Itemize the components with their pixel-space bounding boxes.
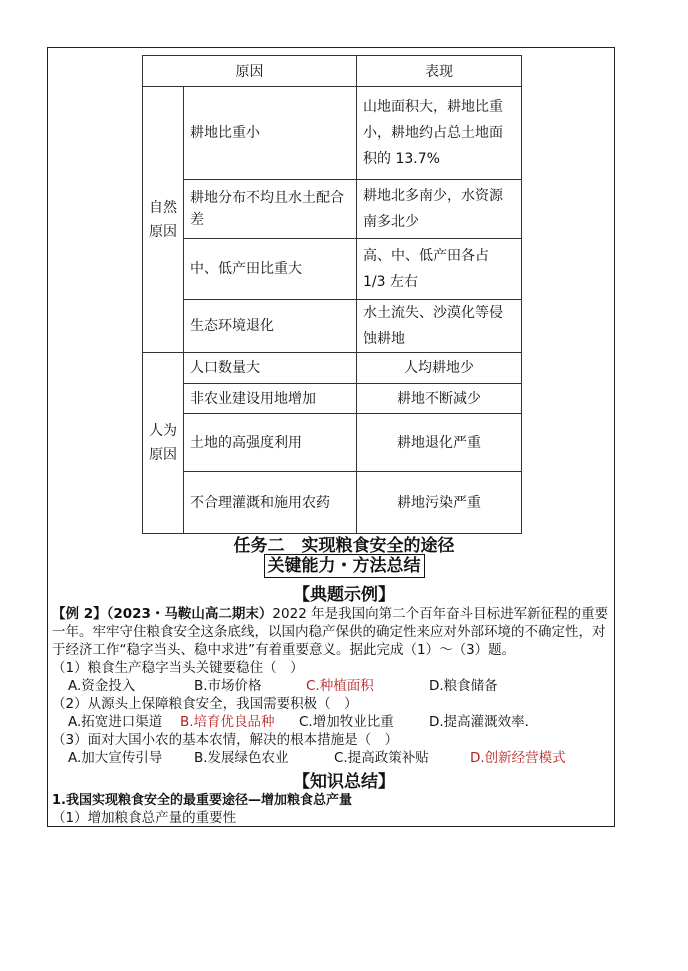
- example-heading: 【典题示例】: [293, 585, 395, 605]
- option: D.粮食储备: [429, 678, 498, 694]
- performance-cell: 水土流失、沙漠化等侵蚀耕地: [357, 300, 522, 353]
- table-row: [143, 384, 522, 414]
- option: A.加大宣传引导: [68, 750, 163, 766]
- natural-label-text: 自然原因: [149, 199, 177, 240]
- example-stem-text: 2022 年是我国向第二个百年奋斗目标进军新征程的重要一年。牢牢守住粮食安全这条底线，以国内稳产保供的确定性来应对外部环境的不确定性，对于经济工作“稳字当头、稳中求进”有着重要意义。据此完成（1）～（3）题。: [52, 606, 609, 658]
- performance-cell: 耕地退化严重: [357, 414, 522, 472]
- example-tag: 【例 2】（2023・马鞍山高二期末）: [52, 606, 273, 622]
- task-title: 任务二 实现粮食安全的途径: [233, 536, 455, 556]
- human-label-text: 人为原因: [149, 423, 177, 463]
- header-performance: 表现: [357, 56, 522, 87]
- causes-table: [142, 55, 522, 534]
- key-ability-label: 关键能力・方法总结: [264, 554, 425, 578]
- cause-cell: 中、低产田比重大: [184, 239, 357, 300]
- table-row: [143, 180, 522, 239]
- option: C.提高政策补贴: [334, 750, 429, 766]
- option: D.提高灌溉效率.: [429, 714, 529, 730]
- performance-cell: 人均耕地少: [357, 353, 522, 384]
- question-2: （2）从源头上保障粮食安全，我国需要积极（ ）: [52, 696, 358, 712]
- cause-cell: 耕地分布不均且水土配合差: [184, 180, 357, 239]
- table-row: [143, 472, 522, 534]
- summary-point: 1.我国实现粮食安全的最重要途径—增加粮食总产量: [52, 793, 352, 808]
- performance-cell: 耕地不断减少: [357, 384, 522, 414]
- summary-sub: （1）增加粮食总产量的重要性: [52, 810, 237, 826]
- cause-cell: 生态环境退化: [184, 300, 357, 353]
- option-answer: C.种植面积: [306, 678, 374, 694]
- example-stem: [52, 605, 617, 659]
- question-3: （3）面对大国小农的基本农情，解决的根本措施是（ ）: [52, 732, 399, 748]
- question-1: （1）粮食生产稳字当头关键要稳住（ ）: [52, 660, 304, 676]
- table-row: [143, 87, 522, 180]
- table-header-row: [143, 56, 522, 87]
- cause-cell: 耕地比重小: [184, 87, 357, 180]
- natural-cause-label: [143, 87, 184, 353]
- cause-cell: 不合理灌溉和施用农药: [184, 472, 357, 534]
- table-row: [143, 353, 522, 384]
- option: B.市场价格: [194, 678, 262, 694]
- summary-heading: 【知识总结】: [293, 772, 395, 792]
- option-answer: B.培育优良品种: [180, 714, 275, 730]
- option: B.发展绿色农业: [194, 750, 289, 766]
- performance-cell: 耕地北多南少，水资源南多北少: [357, 180, 522, 239]
- performance-cell: 山地面积大，耕地比重小，耕地约占总土地面积的 13.7%: [357, 87, 522, 180]
- option: A.资金投入: [68, 678, 136, 694]
- cause-cell: 土地的高强度利用: [184, 414, 357, 472]
- cause-cell: 人口数量大: [184, 353, 357, 384]
- human-cause-label: [143, 353, 184, 534]
- key-ability-banner: [0, 554, 688, 578]
- table-row: [143, 239, 522, 300]
- table-row: [143, 414, 522, 472]
- table-row: [143, 300, 522, 353]
- option-answer: D.创新经营模式: [470, 750, 566, 766]
- performance-cell: 高、中、低产田各占 1/3 左右: [357, 239, 522, 300]
- cause-cell: 非农业建设用地增加: [184, 384, 357, 414]
- performance-cell: 耕地污染严重: [357, 472, 522, 534]
- option: C.增加牧业比重: [299, 714, 394, 730]
- option: A.拓宽进口渠道: [68, 714, 163, 730]
- header-cause: 原因: [143, 56, 357, 87]
